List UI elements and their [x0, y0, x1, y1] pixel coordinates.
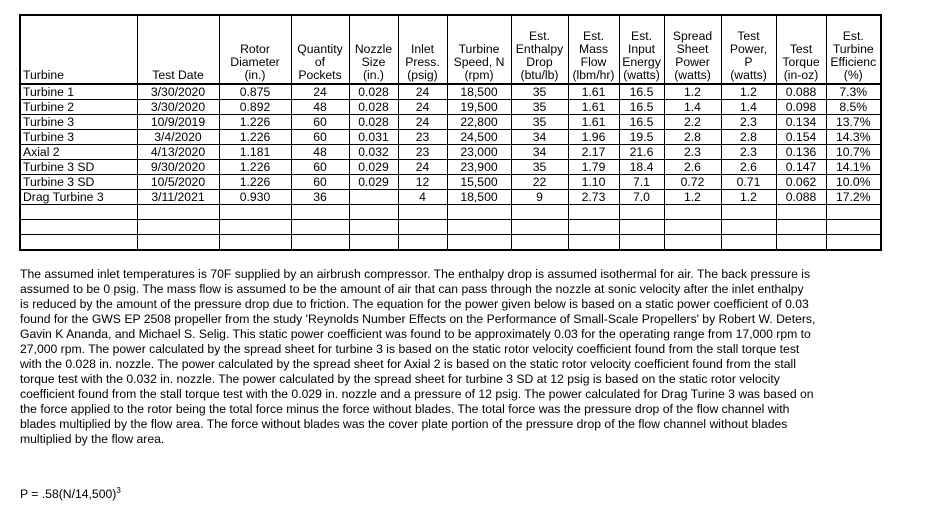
note-line: the force applied to the rotor being the total force minus the force without blades. The total force was the pressure drop of the flow channel with	[20, 402, 790, 416]
table-cell	[137, 235, 219, 251]
table-cell: 23,900	[447, 160, 511, 175]
table-cell	[349, 190, 398, 205]
table-cell: 9	[511, 190, 568, 205]
note-line: The assumed inlet temperatures is 70F supplied by an airbrush compressor. The enthalpy drop is assumed isothermal for air. The back pressure is	[20, 267, 811, 281]
table-cell: 3/4/2020	[137, 130, 219, 145]
table-cell: 0.028	[349, 115, 398, 130]
table-cell: 1.61	[568, 84, 619, 100]
table-cell: 0.031	[349, 130, 398, 145]
table-cell: 2.3	[721, 115, 776, 130]
table-cell	[568, 205, 619, 220]
table-cell: Turbine 1	[20, 84, 137, 100]
table-row	[20, 84, 881, 100]
table-cell: 24,500	[447, 130, 511, 145]
note-line: multiplied by the flow area.	[20, 432, 165, 446]
table-row	[20, 160, 881, 175]
table-cell: 22,800	[447, 115, 511, 130]
note-line: with the 0.028 in. nozzle. The power calculated by the spread sheet for Axial 2 is based on the static rotor velocity coefficient found from the stall	[20, 357, 796, 371]
table-cell: Axial 2	[20, 145, 137, 160]
table-cell: 10/5/2020	[137, 175, 219, 190]
table-cell: 0.088	[776, 84, 826, 100]
column-header: Turbine Speed, N (rpm)	[447, 15, 511, 84]
table-cell: 22	[511, 175, 568, 190]
table-cell: 0.088	[776, 190, 826, 205]
table-cell: 2.3	[664, 145, 721, 160]
table-cell	[219, 235, 291, 251]
table-cell: 3/30/2020	[137, 100, 219, 115]
table-cell: 0.72	[664, 175, 721, 190]
table-cell	[664, 235, 721, 251]
table-cell: 35	[511, 160, 568, 175]
table-cell: 2.8	[664, 130, 721, 145]
table-cell: 60	[291, 160, 349, 175]
table-cell: 10.0%	[826, 175, 881, 190]
table-cell: 48	[291, 145, 349, 160]
table-cell: 18.4	[619, 160, 664, 175]
table-cell	[826, 205, 881, 220]
table-cell: 0.032	[349, 145, 398, 160]
table-cell: 0.098	[776, 100, 826, 115]
table-cell: 1.61	[568, 115, 619, 130]
table-cell	[619, 235, 664, 251]
table-row	[20, 235, 881, 251]
table-cell: 1.226	[219, 115, 291, 130]
table-cell: 14.3%	[826, 130, 881, 145]
table-cell	[219, 205, 291, 220]
column-header: Est. Enthalpy Drop (btu/lb)	[511, 15, 568, 84]
table-cell: 19.5	[619, 130, 664, 145]
table-cell: 1.2	[664, 190, 721, 205]
table-cell: 13.7%	[826, 115, 881, 130]
table-cell: 1.226	[219, 175, 291, 190]
table-row	[20, 130, 881, 145]
table-cell: Turbine 3	[20, 115, 137, 130]
table-cell: 36	[291, 190, 349, 205]
table-cell: 21.6	[619, 145, 664, 160]
table-cell: 10.7%	[826, 145, 881, 160]
table-cell	[721, 220, 776, 235]
table-cell	[776, 205, 826, 220]
table-cell: 16.5	[619, 84, 664, 100]
table-cell: 0.930	[219, 190, 291, 205]
table-cell	[20, 205, 137, 220]
table-cell	[137, 205, 219, 220]
table-cell	[826, 235, 881, 251]
note-line: Gavin K Ananda, and Michael S. Selig. This static power coefficient was found to be approximately 0.03 for the operating range from 17,000 rpm to	[20, 327, 811, 341]
table-cell: 1.181	[219, 145, 291, 160]
table-cell	[721, 235, 776, 251]
table-cell: 1.2	[721, 190, 776, 205]
table-cell: 35	[511, 84, 568, 100]
table-cell: 23,000	[447, 145, 511, 160]
table-cell: 16.5	[619, 100, 664, 115]
table-row	[20, 115, 881, 130]
table-cell: 18,500	[447, 190, 511, 205]
table-cell: 0.029	[349, 160, 398, 175]
note-line: assumed to be 0 psig. The mass flow is assumed to be the amount of air that can pass through the nozzle at sonic velocity after the inlet enthalpy	[20, 282, 804, 296]
table-cell	[776, 220, 826, 235]
table-cell: 8.5%	[826, 100, 881, 115]
table-cell: 24	[398, 115, 447, 130]
table-cell: 7.3%	[826, 84, 881, 100]
table-cell: 12	[398, 175, 447, 190]
table-cell: 24	[398, 84, 447, 100]
table-cell	[447, 235, 511, 251]
table-cell	[398, 235, 447, 251]
table-cell: 1.10	[568, 175, 619, 190]
table-cell	[291, 205, 349, 220]
column-header: Inlet Press. (psig)	[398, 15, 447, 84]
table-cell: 2.6	[664, 160, 721, 175]
table-cell: 0.134	[776, 115, 826, 130]
table-cell: 60	[291, 115, 349, 130]
table-cell: 24	[291, 84, 349, 100]
table-cell: 3/30/2020	[137, 84, 219, 100]
table-cell	[349, 220, 398, 235]
table-cell: 1.4	[721, 100, 776, 115]
note-line: found for the GWS EP 2508 propeller from the study 'Reynolds Number Effects on the Performance of Small-Scale Propellers' by Robert W. Deters,	[20, 312, 816, 326]
table-cell	[20, 220, 137, 235]
table-cell	[826, 220, 881, 235]
table-cell: 1.96	[568, 130, 619, 145]
table-cell	[568, 235, 619, 251]
note-line: blades multiplied by the flow area. The force without blades was the cover plate portion of the pressure drop of the flow channel without blades	[20, 417, 788, 431]
formula-exponent: 3	[116, 486, 121, 495]
table-cell: 2.8	[721, 130, 776, 145]
column-header: Rotor Diameter (in.)	[219, 15, 291, 84]
table-cell: 7.1	[619, 175, 664, 190]
turbine-test-table	[19, 14, 882, 251]
note-line: 27,000 rpm. The power calculated by the spread sheet for turbine 3 is based on the static rotor velocity coefficient found from the stall torque test	[20, 342, 800, 356]
table-cell	[511, 235, 568, 251]
table-cell	[349, 205, 398, 220]
table-cell: Turbine 2	[20, 100, 137, 115]
table-cell: 1.2	[721, 84, 776, 100]
table-cell: 0.875	[219, 84, 291, 100]
table-cell: 18,500	[447, 84, 511, 100]
table-cell: 0.062	[776, 175, 826, 190]
table-cell: 15,500	[447, 175, 511, 190]
column-header: Est. Turbine Efficienc (%)	[826, 15, 881, 84]
table-cell: 1.226	[219, 130, 291, 145]
table-cell: 0.892	[219, 100, 291, 115]
table-cell: 24	[398, 100, 447, 115]
table-cell: 0.136	[776, 145, 826, 160]
table-cell: 2.17	[568, 145, 619, 160]
table-cell	[447, 220, 511, 235]
table-cell	[664, 220, 721, 235]
table-cell	[568, 220, 619, 235]
table-cell: 2.3	[721, 145, 776, 160]
table-cell: 3/11/2021	[137, 190, 219, 205]
table-cell	[511, 220, 568, 235]
table-cell: 1.79	[568, 160, 619, 175]
column-header: Test Date	[137, 15, 219, 84]
column-header: Test Torque (in-oz)	[776, 15, 826, 84]
table-cell: 0.71	[721, 175, 776, 190]
table-cell: 34	[511, 130, 568, 145]
table-cell: 1.4	[664, 100, 721, 115]
column-header: Nozzle Size (in.)	[349, 15, 398, 84]
table-cell: Turbine 3 SD	[20, 160, 137, 175]
table-cell: 0.028	[349, 84, 398, 100]
table-cell: 35	[511, 100, 568, 115]
table-cell: 60	[291, 175, 349, 190]
note-line: coefficient found from the stall torque test with the 0.029 in. nozzle and a pressure of 12 psig. The power calculated for Drag Turine 3 was based on	[20, 387, 814, 401]
table-cell: 4	[398, 190, 447, 205]
table-cell: 1.61	[568, 100, 619, 115]
table-header-row	[20, 15, 881, 84]
table-cell: 2.6	[721, 160, 776, 175]
table-cell: 19,500	[447, 100, 511, 115]
table-cell: Drag Turbine 3	[20, 190, 137, 205]
table-cell	[398, 220, 447, 235]
table-body	[20, 84, 881, 250]
table-cell: 7.0	[619, 190, 664, 205]
table-cell: 17.2%	[826, 190, 881, 205]
column-header: Test Power, P (watts)	[721, 15, 776, 84]
table-cell	[619, 205, 664, 220]
table-cell: 0.029	[349, 175, 398, 190]
table-cell: 0.154	[776, 130, 826, 145]
table-cell: 10/9/2019	[137, 115, 219, 130]
table-cell: 2.2	[664, 115, 721, 130]
table-row	[20, 190, 881, 205]
table-cell: Turbine 3	[20, 130, 137, 145]
column-header: Turbine	[20, 15, 137, 84]
table-cell	[349, 235, 398, 251]
notes-paragraph	[20, 267, 932, 447]
table-cell	[619, 220, 664, 235]
table-row	[20, 145, 881, 160]
table-cell	[776, 235, 826, 251]
table-cell	[20, 235, 137, 251]
table-cell: 24	[398, 160, 447, 175]
table-cell: 23	[398, 130, 447, 145]
table-cell	[398, 205, 447, 220]
note-line: torque test with the 0.032 in. nozzle. The power calculated by the spread sheet for turbine 3 SD at 12 psig is based on the static rotor velocity	[20, 372, 780, 386]
table-cell: 1.226	[219, 160, 291, 175]
table-row	[20, 205, 881, 220]
table-cell: 48	[291, 100, 349, 115]
table-cell: 0.147	[776, 160, 826, 175]
table-cell	[137, 220, 219, 235]
table-cell: 16.5	[619, 115, 664, 130]
column-header: Est. Input Energy (watts)	[619, 15, 664, 84]
table-cell: 2.73	[568, 190, 619, 205]
table-cell: 34	[511, 145, 568, 160]
table-cell	[721, 205, 776, 220]
table-cell: 23	[398, 145, 447, 160]
table-row	[20, 100, 881, 115]
table-cell: 0.028	[349, 100, 398, 115]
table-cell: 4/13/2020	[137, 145, 219, 160]
table-cell	[447, 205, 511, 220]
table-cell: 1.2	[664, 84, 721, 100]
table-cell	[664, 205, 721, 220]
table-cell	[291, 220, 349, 235]
column-header: Est. Mass Flow (lbm/hr)	[568, 15, 619, 84]
table-cell: 9/30/2020	[137, 160, 219, 175]
column-header: Spread Sheet Power (watts)	[664, 15, 721, 84]
note-line: is reduced by the amount of the pressure drop due to friction. The equation for the power given below is based on a static power coefficient of 0.03	[20, 297, 809, 311]
power-formula	[20, 486, 121, 501]
table-cell	[291, 235, 349, 251]
table-cell: 14.1%	[826, 160, 881, 175]
table-cell: Turbine 3 SD	[20, 175, 137, 190]
table-cell: 60	[291, 130, 349, 145]
column-header: Quantity of Pockets	[291, 15, 349, 84]
table-cell	[511, 205, 568, 220]
table-row	[20, 175, 881, 190]
table-cell: 35	[511, 115, 568, 130]
table-cell	[219, 220, 291, 235]
formula-base: P = .58(N/14,500)	[20, 487, 117, 501]
table-row	[20, 220, 881, 235]
